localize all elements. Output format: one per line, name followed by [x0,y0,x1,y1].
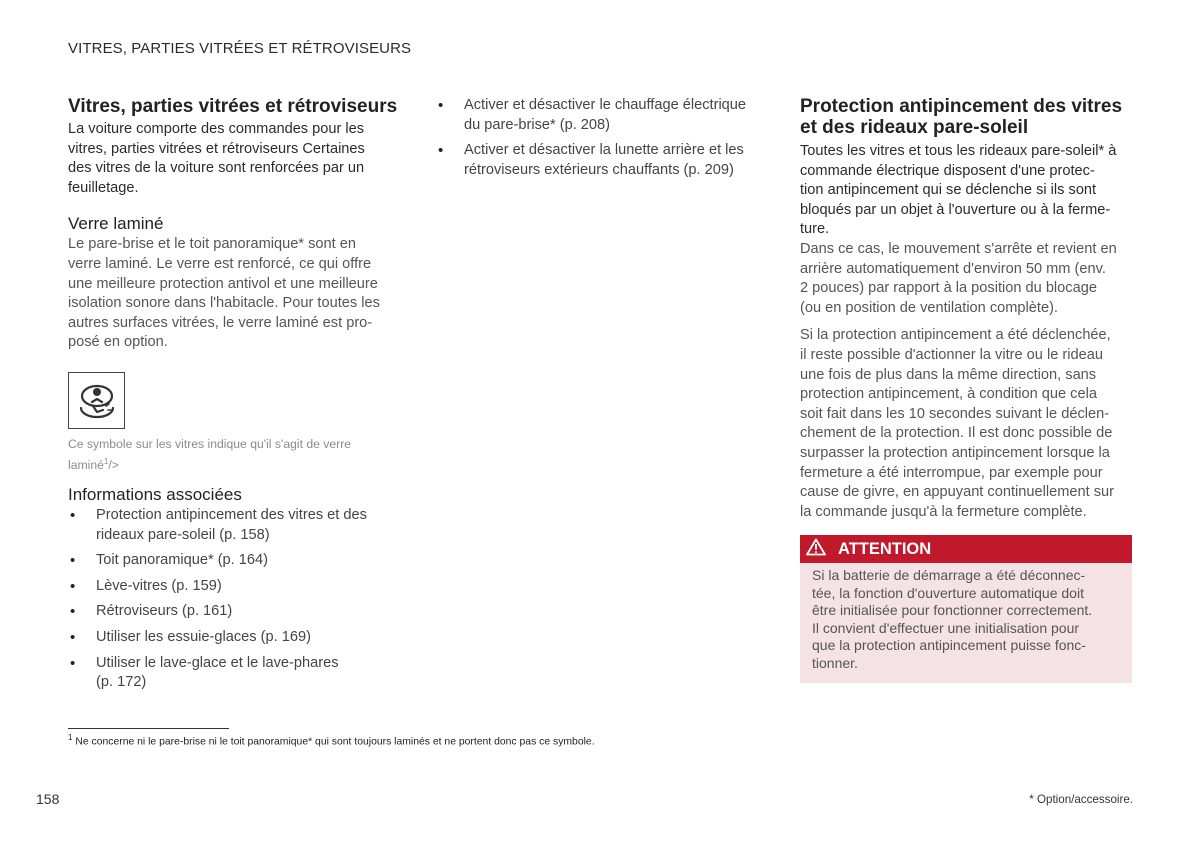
footnote-marker: 1 [68,733,73,742]
related-link-item[interactable]: • Protection antipincement des vitres et des rideaux pare-soleil (p. 158) [68,506,400,545]
option-note: * Option/accessoire. [1029,793,1133,806]
text-line: tion antipincement qui se déclenche si ils sont [800,182,1097,199]
column-middle [436,96,768,186]
text-line: fermeture a été interrompue, par exemple pour [800,464,1103,481]
text-line: vitres, parties vitrées et rétroviseurs Certaines [68,140,365,157]
antipinch-paragraph-2 [800,240,1132,318]
related-links-list [68,506,400,693]
caption-text: /> [108,458,119,472]
attention-header [800,535,1132,563]
related-link-item[interactable]: • Utiliser le lave-glace et le lave-phares (p. 172) [68,654,400,693]
text-line: isolation sonore dans l'habitacle. Pour toutes les [68,295,380,312]
subsection-title-laminated: Verre laminé [68,214,164,234]
intro-paragraph [68,120,400,198]
caption-line [68,453,400,474]
text-line: cause de givre, en appuyant continuellement sur [800,484,1114,501]
laminated-paragraph [68,235,400,353]
related-link-item[interactable]: • Utiliser les essuie-glaces (p. 169) [68,628,400,648]
text-line: chement de la protection. Il est donc possible de [800,425,1113,442]
text-line: surpasser la protection antipincement lorsque la [800,444,1110,461]
text-line: une meilleure protection antivol et une meilleure [68,275,378,292]
subsection-title-related: Informations associées [68,485,242,504]
footnote-text: Ne concerne ni le pare-brise ni le toit panoramique* qui sont toujours laminés et ne portent donc pas ce symbole. [72,736,595,748]
related-link-item[interactable]: • Activer et désactiver la lunette arrière et les rétroviseurs extérieurs chauffants (p. 209) [436,141,768,180]
text-line: Le pare-brise et le toit panoramique* sont en [68,236,356,253]
antipinch-paragraph-3 [800,326,1132,522]
caption-line: Ce symbole sur les vitres indique qu'il s'agit de verre [68,436,352,451]
text-line: une fois de plus dans la même direction, sans [800,366,1097,383]
text-line: protection antipincement, à condition que cela [800,386,1097,403]
symbol-caption [68,435,400,474]
text-line: (ou en position de ventilation complète). [800,299,1058,316]
text-line: posé en option. [68,334,168,351]
text-line: feuilletage. [68,179,139,196]
section-title-antipinch: Protection antipincement des vitres et des rideaux pare-soleil [800,96,1123,138]
footnote-divider [68,728,229,729]
antipinch-paragraph-1 [800,142,1132,240]
text-line: Toutes les vitres et tous les rideaux pare-soleil* à [800,143,1117,159]
page-number: 158 [36,791,60,807]
attention-text: Si la batterie de démarrage a été déconnec- tée, la fonction d'ouverture automatique doit être initialisée pour fonctionner correctement. Il convient d'effectuer une initialisation pour que la protection antipincement puisse fonc- tionner. [812,567,1093,671]
footnote [68,733,595,747]
footnote-marker: 1 [103,456,109,466]
text-line: ture. [800,221,830,238]
text-line: commande électrique disposent d'une protec- [800,162,1095,179]
text-line: arrière automatiquement d'environ 50 mm (env. [800,260,1106,277]
text-line: soit fait dans les 10 secondes suivant le déclen- [800,405,1110,422]
column-left [68,96,400,699]
attention-label: ATTENTION [838,539,932,558]
text-line: 2 pouces) par rapport à la position du blocage [800,280,1097,297]
column-right [800,96,1132,522]
related-link-item[interactable]: • Toit panoramique* (p. 164) [68,551,400,571]
caption-text: laminé [68,458,104,472]
related-links-list-continued [436,96,768,180]
text-line: Dans ce cas, le mouvement s'arrête et revient en [800,240,1117,257]
related-link-item[interactable]: • Activer et désactiver le chauffage électrique du pare-brise* (p. 208) [436,96,768,135]
text-line: La voiture comporte des commandes pour les [68,121,365,137]
attention-box [800,535,1132,683]
related-link-item[interactable]: • Lève-vitres (p. 159) [68,577,400,597]
running-header: VITRES, PARTIES VITRÉES ET RÉTROVISEURS [68,40,412,57]
text-line: autres surfaces vitrées, le verre laminé est pro- [68,314,373,331]
text-line: verre laminé. Le verre est renforcé, ce qui offre [68,255,372,272]
warning-triangle-icon [806,538,826,561]
section-title: Vitres, parties vitrées et rétroviseurs [68,96,398,117]
text-line: il reste possible d'actionner la vitre ou le rideau [800,346,1103,363]
text-line: bloqués par un objet à l'ouverture ou à la ferme- [800,201,1111,218]
text-line: des vitres de la voiture sont renforcées par un [68,160,365,177]
text-line: la commande jusqu'à la fermeture complète. [800,503,1087,520]
related-link-item[interactable]: • Rétroviseurs (p. 161) [68,602,400,622]
laminated-glass-symbol-icon [68,372,125,429]
text-line: Si la protection antipincement a été déclenchée, [800,327,1111,344]
